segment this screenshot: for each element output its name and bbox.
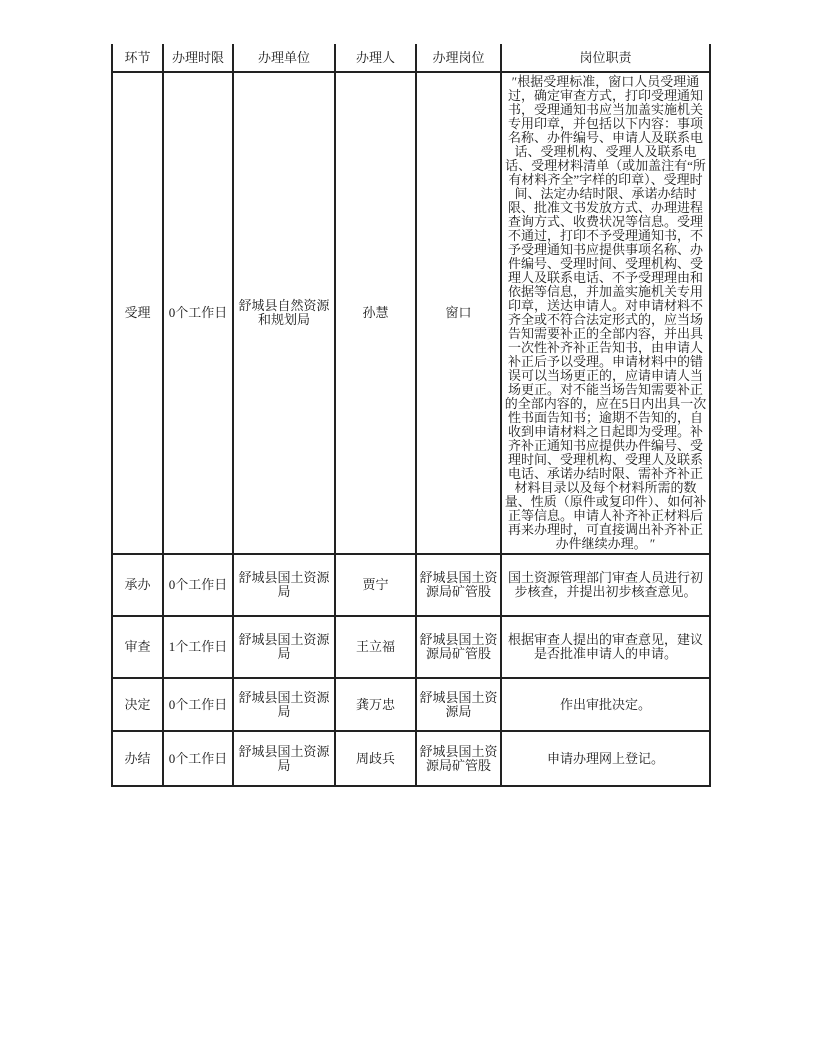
table-row xyxy=(112,554,710,616)
time-limit-cell: 0个工作日 xyxy=(163,72,233,554)
header-step: 环节 xyxy=(112,44,163,72)
step-cell: 办结 xyxy=(112,731,163,786)
duty-cell: 作出审批决定。 xyxy=(501,678,710,731)
header-unit: 办理单位 xyxy=(233,44,335,72)
position-cell: 舒城县国土资源局矿管股 xyxy=(416,554,501,616)
unit-cell: 舒城县国土资源局 xyxy=(233,731,335,786)
unit-cell: 舒城县国土资源局 xyxy=(233,616,335,678)
person-cell: 王立福 xyxy=(335,616,416,678)
step-cell: 审查 xyxy=(112,616,163,678)
table-header-row xyxy=(112,44,710,72)
duty-cell: ″根据受理标准，窗口人员受理通过，确定审查方式，打印受理通知书，受理通知书应当加盖实施机关专用印章，并包括以下内容：事项名称、办件编号、申请人及联系电话、受理机构、受理人及联系电话、受理材料清单（或加盖注有“所有材料齐全”字样的印章）、受理时间、法定办结时限、承诺办结时限、批准文书发放方式、办理进程查询方式、收费状况等信息。受理不通过，打印不予受理通知书，不予受理通知书应提供事项名称、办件编号、受理时间、受理机构、受理人及联系电话、不予受理理由和依据等信息，并加盖实施机关专用印章，送达申请人。对申请材料不齐全或不符合法定形式的，应当场告知需要补正的全部内容，并出具一次性补齐补正告知书，由申请人补正后予以受理。申请材料中的错误可以当场更正的，应请申请人当场更正。对不能当场告知需要补正的全部内容的，应在5日内出具一次性书面告知书；逾期不告知的，自收到申请材料之日起即为受理。补齐补正通知书应提供办件编号、受理时间、受理机构、受理人及联系电话、承诺办结时限、需补齐补正材料目录以及每个材料所需的数量、性质（原件或复印件）、如何补正等信息。申请人补齐补正材料后再来办理时，可直接调出补齐补正办件继续办理。 ″ xyxy=(501,72,710,554)
time-limit-cell: 0个工作日 xyxy=(163,731,233,786)
person-cell: 贾宁 xyxy=(335,554,416,616)
step-cell: 受理 xyxy=(112,72,163,554)
person-cell: 周歧兵 xyxy=(335,731,416,786)
table-row xyxy=(112,731,710,786)
person-cell: 孙慧 xyxy=(335,72,416,554)
time-limit-cell: 0个工作日 xyxy=(163,554,233,616)
header-position: 办理岗位 xyxy=(416,44,501,72)
table-row xyxy=(112,678,710,731)
position-cell: 窗口 xyxy=(416,72,501,554)
process-table xyxy=(111,44,711,787)
table-row xyxy=(112,616,710,678)
duty-cell: 申请办理网上登记。 xyxy=(501,731,710,786)
time-limit-cell: 1个工作日 xyxy=(163,616,233,678)
process-table-container xyxy=(111,44,711,787)
position-cell: 舒城县国土资源局 xyxy=(416,678,501,731)
unit-cell: 舒城县国土资源局 xyxy=(233,678,335,731)
duty-cell: 国土资源管理部门审查人员进行初步核查，并提出初步核查意见。 xyxy=(501,554,710,616)
table-row xyxy=(112,72,710,554)
header-time-limit: 办理时限 xyxy=(163,44,233,72)
position-cell: 舒城县国土资源局矿管股 xyxy=(416,616,501,678)
step-cell: 决定 xyxy=(112,678,163,731)
time-limit-cell: 0个工作日 xyxy=(163,678,233,731)
position-cell: 舒城县国土资源局矿管股 xyxy=(416,731,501,786)
unit-cell: 舒城县国土资源局 xyxy=(233,554,335,616)
header-person: 办理人 xyxy=(335,44,416,72)
header-duty: 岗位职责 xyxy=(501,44,710,72)
person-cell: 龚万忠 xyxy=(335,678,416,731)
duty-cell: 根据审查人提出的审查意见，建议是否批准申请人的申请。 xyxy=(501,616,710,678)
step-cell: 承办 xyxy=(112,554,163,616)
unit-cell: 舒城县自然资源和规划局 xyxy=(233,72,335,554)
